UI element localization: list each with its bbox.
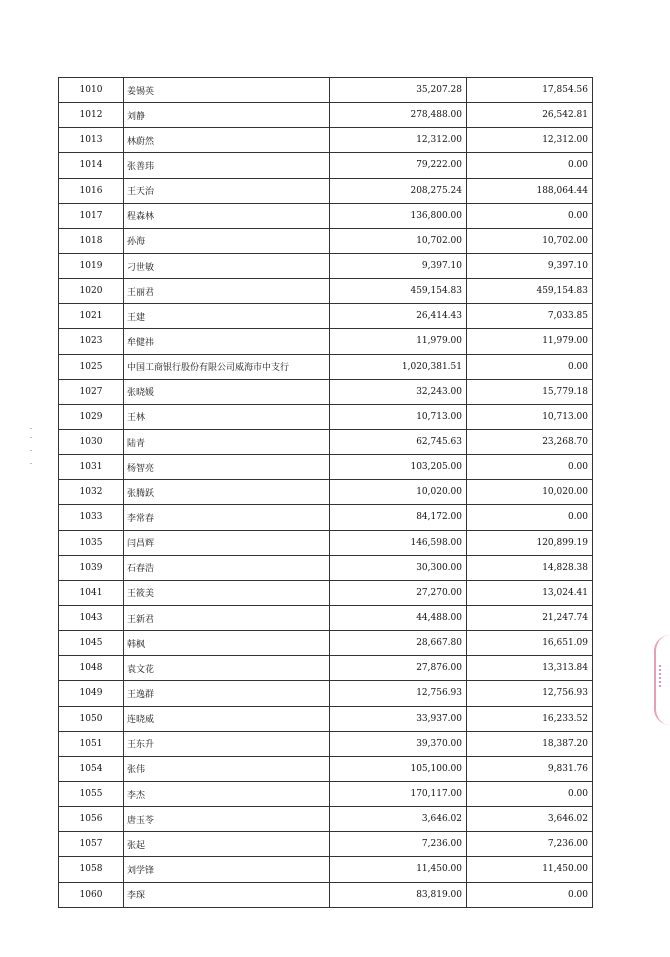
row-id-cell: 1021	[59, 304, 124, 329]
table-row	[59, 631, 593, 656]
row-claimed-amount-cell: 28,667.80	[330, 631, 467, 656]
row-confirmed-amount-cell: 10,702.00	[467, 228, 593, 253]
row-name-cell: 王丽君	[124, 279, 330, 304]
row-confirmed-amount-cell: 17,854.56	[467, 78, 593, 103]
row-confirmed-amount-cell: 0.00	[467, 153, 593, 178]
row-confirmed-amount-cell: 7,033.85	[467, 304, 593, 329]
table-row	[59, 455, 593, 480]
row-id-cell: 1010	[59, 78, 124, 103]
table-body	[59, 78, 593, 908]
row-claimed-amount-cell: 11,450.00	[330, 857, 467, 882]
row-confirmed-amount-cell: 188,064.44	[467, 178, 593, 203]
row-name-cell: 韩枫	[124, 631, 330, 656]
red-seal-stamp-fragment	[654, 635, 670, 725]
row-id-cell: 1039	[59, 555, 124, 580]
row-claimed-amount-cell: 278,488.00	[330, 103, 467, 128]
row-id-cell: 1048	[59, 656, 124, 681]
table-row	[59, 706, 593, 731]
row-claimed-amount-cell: 39,370.00	[330, 731, 467, 756]
row-id-cell: 1027	[59, 379, 124, 404]
row-claimed-amount-cell: 10,020.00	[330, 480, 467, 505]
row-confirmed-amount-cell: 9,831.76	[467, 756, 593, 781]
row-name-cell: 石春浩	[124, 555, 330, 580]
table-row	[59, 103, 593, 128]
table-row	[59, 807, 593, 832]
row-confirmed-amount-cell: 16,233.52	[467, 706, 593, 731]
row-claimed-amount-cell: 136,800.00	[330, 203, 467, 228]
table-row	[59, 78, 593, 103]
row-name-cell: 张伟	[124, 756, 330, 781]
row-claimed-amount-cell: 10,713.00	[330, 404, 467, 429]
row-name-cell: 牟健祎	[124, 329, 330, 354]
table-row	[59, 354, 593, 379]
row-name-cell: 中国工商银行股份有限公司威海市中支行	[124, 354, 330, 379]
row-id-cell: 1023	[59, 329, 124, 354]
row-id-cell: 1029	[59, 404, 124, 429]
row-claimed-amount-cell: 30,300.00	[330, 555, 467, 580]
row-confirmed-amount-cell: 16,651.09	[467, 631, 593, 656]
row-claimed-amount-cell: 9,397.10	[330, 253, 467, 278]
row-name-cell: 王东升	[124, 731, 330, 756]
row-id-cell: 1020	[59, 279, 124, 304]
table-row	[59, 329, 593, 354]
row-claimed-amount-cell: 208,275.24	[330, 178, 467, 203]
row-confirmed-amount-cell: 15,779.18	[467, 379, 593, 404]
row-id-cell: 1056	[59, 807, 124, 832]
row-name-cell: 刁世敏	[124, 253, 330, 278]
row-name-cell: 孙海	[124, 228, 330, 253]
table-row	[59, 530, 593, 555]
row-confirmed-amount-cell: 11,979.00	[467, 329, 593, 354]
row-confirmed-amount-cell: 9,397.10	[467, 253, 593, 278]
row-claimed-amount-cell: 79,222.00	[330, 153, 467, 178]
table-row	[59, 605, 593, 630]
row-id-cell: 1012	[59, 103, 124, 128]
row-id-cell: 1057	[59, 832, 124, 857]
row-name-cell: 唐玉苓	[124, 807, 330, 832]
row-claimed-amount-cell: 83,819.00	[330, 882, 467, 907]
row-name-cell: 李常春	[124, 505, 330, 530]
row-id-cell: 1025	[59, 354, 124, 379]
row-confirmed-amount-cell: 18,387.20	[467, 731, 593, 756]
row-id-cell: 1045	[59, 631, 124, 656]
row-name-cell: 连晓威	[124, 706, 330, 731]
row-name-cell: 姜锡英	[124, 78, 330, 103]
row-claimed-amount-cell: 146,598.00	[330, 530, 467, 555]
row-confirmed-amount-cell: 21,247.74	[467, 605, 593, 630]
row-confirmed-amount-cell: 0.00	[467, 455, 593, 480]
row-id-cell: 1055	[59, 781, 124, 806]
row-claimed-amount-cell: 44,488.00	[330, 605, 467, 630]
table-row	[59, 404, 593, 429]
table-row	[59, 580, 593, 605]
row-id-cell: 1043	[59, 605, 124, 630]
table-row	[59, 656, 593, 681]
table-row	[59, 832, 593, 857]
table-row	[59, 857, 593, 882]
table-row	[59, 882, 593, 907]
table-row	[59, 178, 593, 203]
row-id-cell: 1041	[59, 580, 124, 605]
row-name-cell: 李琛	[124, 882, 330, 907]
scan-specks	[30, 428, 36, 468]
table-row	[59, 505, 593, 530]
row-id-cell: 1016	[59, 178, 124, 203]
row-claimed-amount-cell: 10,702.00	[330, 228, 467, 253]
row-confirmed-amount-cell: 13,313.84	[467, 656, 593, 681]
table-row	[59, 555, 593, 580]
row-id-cell: 1013	[59, 128, 124, 153]
claims-table	[58, 77, 593, 908]
row-claimed-amount-cell: 459,154.83	[330, 279, 467, 304]
row-claimed-amount-cell: 27,270.00	[330, 580, 467, 605]
row-confirmed-amount-cell: 12,756.93	[467, 681, 593, 706]
table-row	[59, 781, 593, 806]
row-confirmed-amount-cell: 0.00	[467, 505, 593, 530]
row-id-cell: 1033	[59, 505, 124, 530]
row-id-cell: 1031	[59, 455, 124, 480]
row-id-cell: 1019	[59, 253, 124, 278]
row-id-cell: 1032	[59, 480, 124, 505]
row-name-cell: 王林	[124, 404, 330, 429]
row-claimed-amount-cell: 103,205.00	[330, 455, 467, 480]
row-name-cell: 袁文花	[124, 656, 330, 681]
row-claimed-amount-cell: 62,745.63	[330, 429, 467, 454]
row-name-cell: 王筱美	[124, 580, 330, 605]
row-name-cell: 张起	[124, 832, 330, 857]
row-id-cell: 1018	[59, 228, 124, 253]
table-row	[59, 480, 593, 505]
row-confirmed-amount-cell: 13,024.41	[467, 580, 593, 605]
row-claimed-amount-cell: 35,207.28	[330, 78, 467, 103]
row-claimed-amount-cell: 84,172.00	[330, 505, 467, 530]
table-row	[59, 228, 593, 253]
row-confirmed-amount-cell: 7,236.00	[467, 832, 593, 857]
table-row	[59, 429, 593, 454]
table-row	[59, 304, 593, 329]
row-id-cell: 1060	[59, 882, 124, 907]
row-confirmed-amount-cell: 10,713.00	[467, 404, 593, 429]
row-id-cell: 1030	[59, 429, 124, 454]
row-claimed-amount-cell: 32,243.00	[330, 379, 467, 404]
table-row	[59, 379, 593, 404]
row-name-cell: 张晓媛	[124, 379, 330, 404]
table-row	[59, 731, 593, 756]
row-claimed-amount-cell: 7,236.00	[330, 832, 467, 857]
table-row	[59, 128, 593, 153]
row-name-cell: 闫昌辉	[124, 530, 330, 555]
row-name-cell: 王建	[124, 304, 330, 329]
row-claimed-amount-cell: 12,312.00	[330, 128, 467, 153]
row-confirmed-amount-cell: 459,154.83	[467, 279, 593, 304]
row-claimed-amount-cell: 105,100.00	[330, 756, 467, 781]
row-confirmed-amount-cell: 0.00	[467, 203, 593, 228]
row-id-cell: 1051	[59, 731, 124, 756]
row-claimed-amount-cell: 12,756.93	[330, 681, 467, 706]
row-id-cell: 1054	[59, 756, 124, 781]
row-id-cell: 1050	[59, 706, 124, 731]
row-name-cell: 林蔚然	[124, 128, 330, 153]
table-row	[59, 253, 593, 278]
row-claimed-amount-cell: 1,020,381.51	[330, 354, 467, 379]
row-claimed-amount-cell: 11,979.00	[330, 329, 467, 354]
row-name-cell: 王逸群	[124, 681, 330, 706]
table-row	[59, 153, 593, 178]
row-claimed-amount-cell: 27,876.00	[330, 656, 467, 681]
row-name-cell: 张腾跃	[124, 480, 330, 505]
row-claimed-amount-cell: 170,117.00	[330, 781, 467, 806]
row-name-cell: 张善玮	[124, 153, 330, 178]
row-confirmed-amount-cell: 26,542.81	[467, 103, 593, 128]
row-confirmed-amount-cell: 120,899.19	[467, 530, 593, 555]
row-confirmed-amount-cell: 11,450.00	[467, 857, 593, 882]
row-confirmed-amount-cell: 0.00	[467, 882, 593, 907]
row-confirmed-amount-cell: 0.00	[467, 354, 593, 379]
row-name-cell: 刘学锋	[124, 857, 330, 882]
row-name-cell: 王新君	[124, 605, 330, 630]
row-confirmed-amount-cell: 12,312.00	[467, 128, 593, 153]
row-claimed-amount-cell: 33,937.00	[330, 706, 467, 731]
row-name-cell: 程森林	[124, 203, 330, 228]
table-row	[59, 279, 593, 304]
row-confirmed-amount-cell: 0.00	[467, 781, 593, 806]
row-name-cell: 刘静	[124, 103, 330, 128]
table-row	[59, 681, 593, 706]
row-confirmed-amount-cell: 23,268.70	[467, 429, 593, 454]
row-confirmed-amount-cell: 3,646.02	[467, 807, 593, 832]
row-id-cell: 1058	[59, 857, 124, 882]
row-name-cell: 王天治	[124, 178, 330, 203]
row-confirmed-amount-cell: 14,828.38	[467, 555, 593, 580]
row-claimed-amount-cell: 26,414.43	[330, 304, 467, 329]
row-claimed-amount-cell: 3,646.02	[330, 807, 467, 832]
row-name-cell: 杨智亮	[124, 455, 330, 480]
row-id-cell: 1049	[59, 681, 124, 706]
row-id-cell: 1014	[59, 153, 124, 178]
row-id-cell: 1017	[59, 203, 124, 228]
table-row	[59, 203, 593, 228]
row-name-cell: 李杰	[124, 781, 330, 806]
row-confirmed-amount-cell: 10,020.00	[467, 480, 593, 505]
row-name-cell: 陆青	[124, 429, 330, 454]
table-row	[59, 756, 593, 781]
row-id-cell: 1035	[59, 530, 124, 555]
